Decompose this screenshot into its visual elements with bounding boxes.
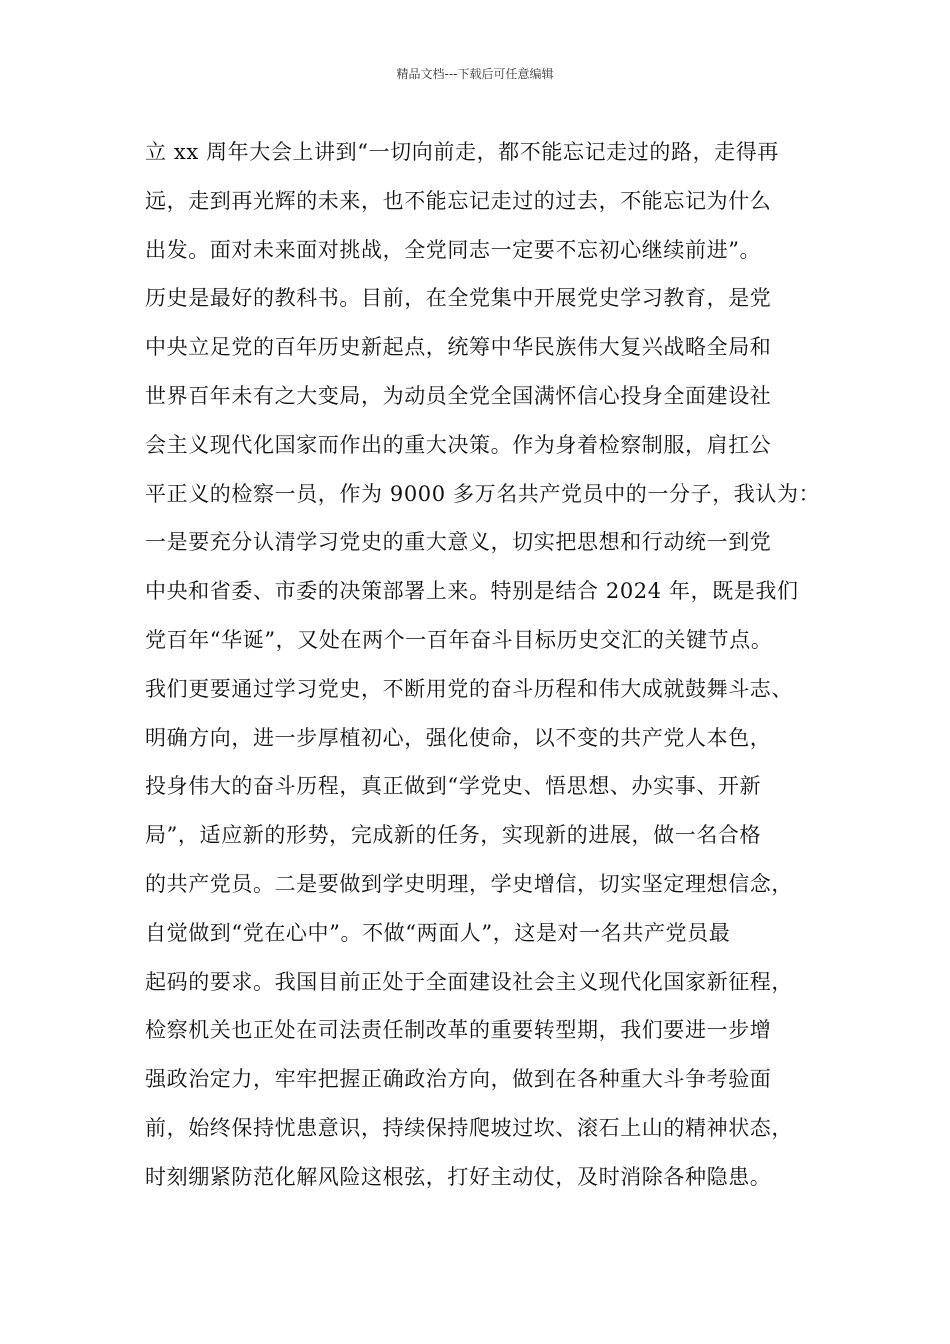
- text-line: 党百年“华诞”，又处在两个一百年奋斗目标历史交汇的关键节点。: [145, 627, 773, 652]
- text-line: 投身伟大的奋斗历程，真正做到“学党史、悟思想、办实事、开新: [145, 774, 762, 799]
- text-line: 中央和省委、市委的决策部署上来。特别是结合 2024 年，既是我们: [145, 579, 799, 604]
- text-line: 平正义的检察一员，作为 9000 多万名共产党员中的一分子，我认为：: [145, 481, 821, 506]
- text-line: 前，始终保持忧患意识，持续保持爬坡过坎、滚石上山的精神状态，: [145, 1115, 793, 1140]
- text-line: 出发。面对未来面对挑战，全党同志一定要不忘初心继续前进”。: [145, 237, 762, 262]
- text-line: 一是要充分认清学习党史的重大意义，切实把思想和行动统一到党: [145, 530, 772, 555]
- text-line: 起码的要求。我国目前正处于全面建设社会主义现代化国家新征程，: [145, 969, 793, 994]
- text-line: 中央立足党的百年历史新起点，统筹中华民族伟大复兴战略全局和: [145, 335, 772, 360]
- text-line: 强政治定力，牢牢把握正确政治方向，做到在各种重大斗争考验面: [145, 1067, 772, 1092]
- text-line: 世界百年未有之大变局，为动员全党全国满怀信心投身全面建设社: [145, 383, 772, 408]
- text-line: 我们更要通过学习党史，不断用党的奋斗历程和伟大成就鼓舞斗志、: [145, 676, 793, 701]
- text-line: 立 xx 周年大会上讲到“一切向前走，都不能忘记走过的路，走得再: [145, 140, 779, 164]
- text-line: 时刻绷紧防范化解风险这根弦，打好主动仗，及时消除各种隐患。: [145, 1164, 772, 1189]
- text-line: 检察机关也正处在司法责任制改革的重要转型期，我们要进一步增: [145, 1018, 772, 1043]
- page-header: 精品文档---下载后可任意编辑: [396, 67, 554, 81]
- text-line: 明确方向，进一步厚植初心，强化使命，以不变的共产党人本色，: [145, 725, 772, 750]
- text-line: 自觉做到“党在心中”。不做“两面人”，这是对一名共产党员最: [145, 920, 731, 945]
- text-line: 历史是最好的教科书。目前，在全党集中开展党史学习教育，是党: [145, 286, 772, 311]
- text-line: 会主义现代化国家而作出的重大决策。作为身着检察制服，肩扛公: [145, 432, 772, 457]
- text-line: 远，走到再光辉的未来，也不能忘记走过的过去，不能忘记为什么: [145, 188, 772, 213]
- text-line: 的共产党员。二是要做到学史明理，学史增信，切实坚定理想信念，: [145, 871, 793, 896]
- document-body: [145, 132, 825, 1206]
- text-line: 局”，适应新的形势，完成新的任务，实现新的进展，做一名合格: [145, 823, 762, 848]
